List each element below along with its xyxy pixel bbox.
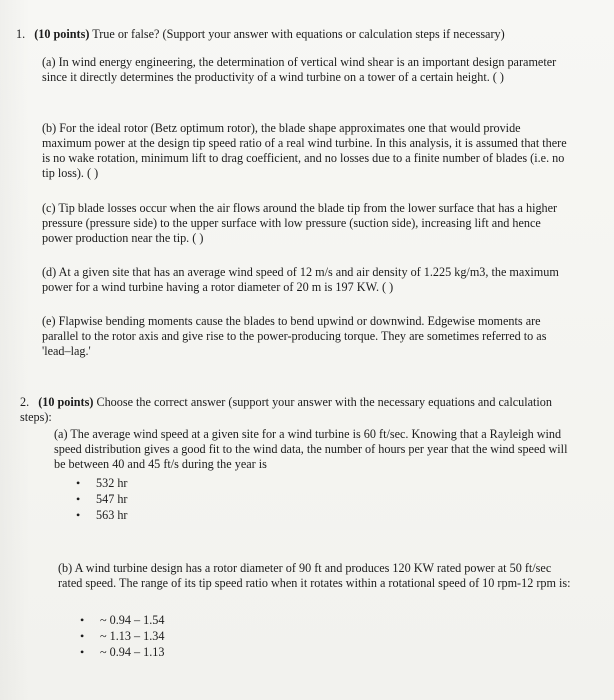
option-label: 563 hr [96,508,128,522]
bullet-icon: • [80,613,85,627]
q2-part-a-options [76,475,276,523]
part-b-letter: (b) [42,121,57,135]
question-1-header [16,27,606,42]
question-2-part-a [54,427,579,472]
question-2-part-b [58,561,578,591]
option-label: ~ 0.94 – 1.13 [100,645,165,659]
option-item[interactable] [80,612,300,628]
question-2-prompt: Choose the correct answer (support your answer with the necessary equations and calculation steps): [20,395,552,424]
option-item[interactable] [80,628,300,644]
bullet-icon: • [76,492,81,506]
option-item[interactable] [80,644,300,660]
bullet-icon: • [80,629,85,643]
part-b-text: For the ideal rotor (Betz optimum rotor), the blade shape approximates one that would provide maximum power at the design tip speed ratio of a real wind turbine. In this analysis, it is assumed that there is no wake rotation, minimum lift to drag coefficient, and no losses due to a finite number of blades (i.e. no tip loss). ( ) [42,121,567,180]
part-d-text: At a given site that has an average wind speed of 12 m/s and air density of 1.225 kg/m3, the maximum power for a wind turbine having a rotor diameter of 20 m is 197 KW. ( ) [42,265,559,294]
question-2-header [20,395,580,425]
bullet-icon: • [76,476,81,490]
part-a-letter: (a) [42,55,56,69]
q2-part-b-letter: (b) [58,561,73,575]
option-item[interactable] [76,475,276,491]
part-c-text: Tip blade losses occur when the air flows around the blade tip from the lower surface that has a higher pressure (pressure side) to the upper surface with low pressure (suction side), increasing lift and hence power production near the tip. ( ) [42,201,558,245]
question-1-number: 1. [16,27,26,41]
part-e-letter: (e) [42,314,56,328]
option-label: ~ 1.13 – 1.34 [100,629,165,643]
bullet-icon: • [80,645,85,659]
question-2-points: (10 points) [38,395,94,409]
option-label: 532 hr [96,476,128,490]
q2-part-a-text: The average wind speed at a given site for a wind turbine is 60 ft/sec. Knowing that a Rayleigh wind speed distribution gives a good fit to the wind data, the number of hours per year that the wind speed will be between 40 and 45 ft/s during the year is [54,427,568,471]
option-label: ~ 0.94 – 1.54 [100,613,165,627]
part-e-text: Flapwise bending moments cause the blades to bend upwind or downwind. Edgewise moments are parallel to the rotor axis and give rise to the power-producing torque. They are sometimes referred to as 'lead–lag.' [42,314,547,358]
part-d-letter: (d) [42,265,57,279]
option-item[interactable] [76,507,276,523]
q2-part-b-text: A wind turbine design has a rotor diameter of 90 ft and produces 120 KW rated power at 50 ft/sec rated speed. The range of its tip speed ratio when it rotates within a rotational speed of 10 rpm-12 rpm is: [58,561,571,590]
part-a-text: In wind energy engineering, the determination of vertical wind shear is an important design parameter since it directly determines the productivity of a wind turbine on a tower of a certain height. ( ) [42,55,557,84]
question-1-part-d [42,265,572,295]
question-1-points: (10 points) [34,27,90,41]
question-1-prompt: True or false? (Support your answer with equations or calculation steps if necessary) [92,27,505,41]
q2-part-b-options [80,612,300,660]
question-1-part-c [42,201,572,246]
option-item[interactable] [76,491,276,507]
q2-part-a-letter: (a) [54,427,68,441]
bullet-icon: • [76,508,81,522]
question-1-part-a [42,55,572,85]
question-2-number: 2. [20,395,30,409]
question-1-part-b [42,121,572,181]
option-label: 547 hr [96,492,128,506]
question-1-part-e [42,314,572,359]
part-c-letter: (c) [42,201,56,215]
